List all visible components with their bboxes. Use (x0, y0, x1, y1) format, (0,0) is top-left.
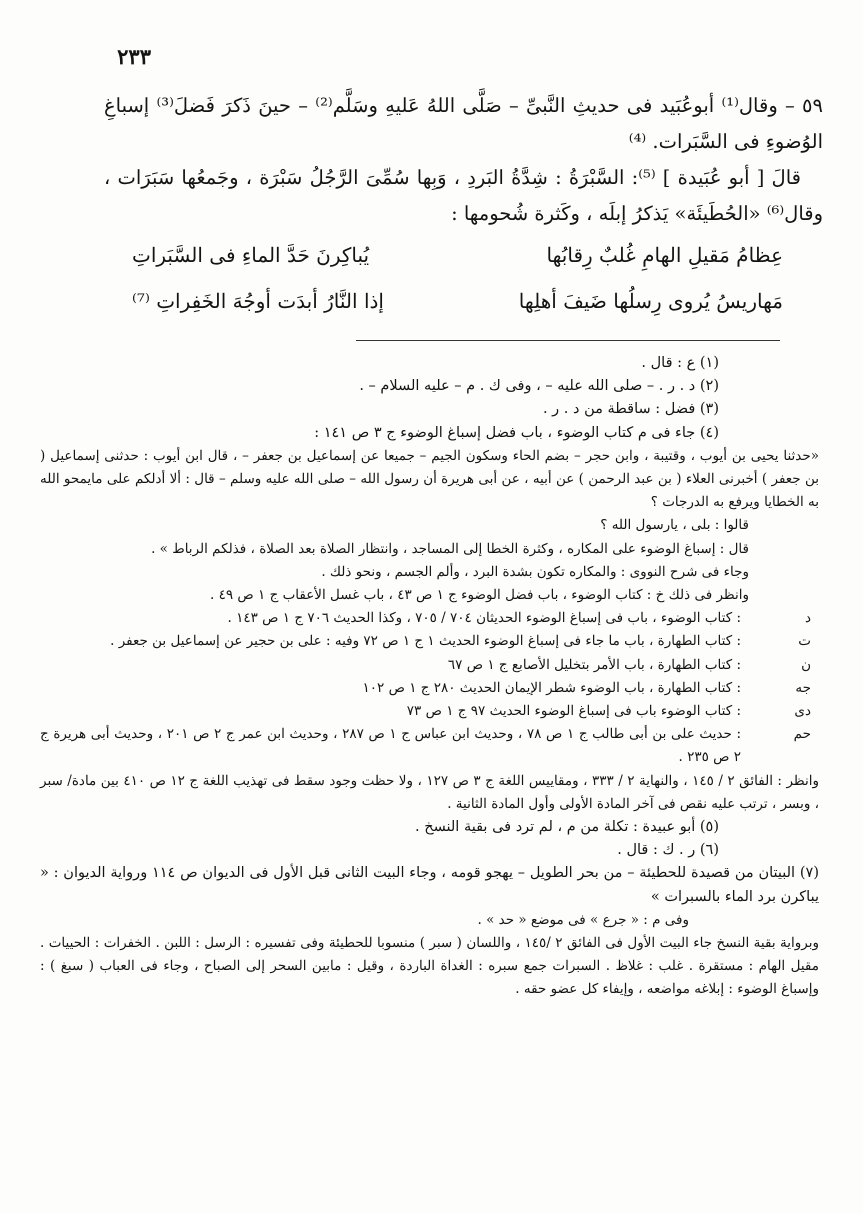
verse-line-2 (104, 278, 823, 324)
entry-paragraph: ٥٩ – وقال⁽¹⁾ أبوعُبَيد فى حديثِ النَّبىِّ – صَلَّى اللهُ عَليهِ وسَلَّم⁽²⁾ – حينَ ذَكرَ فَضلَ⁽³⁾ إسباغِ الوُضوءِ فى السَّبَرات. ⁽⁴⁾ (104, 94, 823, 153)
reference-row (40, 630, 819, 653)
footnote-4-see-also: وانظر : الفائق ٢ / ١٤٥ ، والنهاية ٢ / ٣٣٣ ، ومقاييس اللغة ج ٣ ص ١٢٧ ، ولا حظت وجود سقط فى تهذيب اللغة ج ١٢ ص ٤١٠ بين مادة/ سبر ، وبسر ، ترتب عليه نقص فى آخر المادة الأولى وأول المادة الثانية . (40, 772, 820, 812)
footnote-3: (٣) فضل : ساقطة من د . ر . (542, 401, 719, 418)
reference-label: ت (798, 633, 811, 650)
footnotes (40, 352, 819, 1002)
footnote-7-variant: وفى م : « جرع » فى موضع « حد » . (477, 911, 689, 928)
main-text (104, 88, 823, 324)
reference-label: حم (793, 726, 811, 743)
verse-line-1 (104, 232, 823, 278)
reference-text: : كتاب الطهارة ، باب الوضوء شطر الإيمان الحديث ٢٨٠ ج ١ ص ١٠٢ (362, 679, 741, 696)
footnote-4-answer: قال : إسباغ الوضوء على المكاره ، وكثرة الخطا إلى المساجد ، وانتظار الصلاة بعد الصلاة ، فذلكم الرباط » . (151, 540, 749, 557)
reference-row (40, 607, 819, 630)
page-number: ٢٣٣ (117, 44, 151, 69)
footnote-separator (356, 340, 780, 341)
verse-1-first-hemistich: عِظامُ مَقيلِ الهامِ غُلبٌ رِقابُها (546, 243, 783, 267)
footnote-1: (١) ع : قال . (641, 355, 719, 371)
reference-row (40, 723, 819, 769)
reference-text: : حديث على بن أبى طالب ج ١ ص ٧٨ ، وحديث ابن عباس ج ١ ص ٢٨٧ ، وحديث ابن عمر ج ٢ ص ٢٠١ ، وحديث أبى هريرة ج ٢ ص ٢٣٥ . (40, 726, 741, 766)
footnote-4: (٤) جاء فى م كتاب الوضوء ، باب فضل إسباغ الوضوء ج ٣ ص ١٤١ : (314, 424, 719, 441)
verse-2-first-hemistich: مَهاريسُ يُروى رِسلُها ضَيفَ أهلِها (518, 289, 783, 313)
reference-text: : كتاب الطهارة ، باب الأمر بتخليل الأصابع ج ١ ص ٦٧ (447, 656, 741, 673)
reference-label: دى (794, 703, 811, 720)
reference-label: ن (801, 656, 811, 673)
footnote-6: (٦) ر . ك : قال . (617, 842, 719, 859)
footnote-4-question: قالوا : بلى ، يارسول الله ؟ (600, 517, 749, 534)
reference-text: : كتاب الطهارة ، باب ما جاء فى إسباغ الوضوء الحديث ١ ج ١ ص ٧٢ وفيه : على بن حجير عن إسماعيل بن جعفر . (110, 633, 741, 650)
footnote-7-commentary: وبرواية بقية النسخ جاء البيت الأول فى الفائق ٢ /١٤٥ ، واللسان ( سبر ) منسوبا للحطيئة وفى تفسيره : الرسل : اللبن . الخفرات : الحييات . مقيل الهام : مستقرة . غلب : غلاظ . السبرات جمع سبره : الغداة الباردة ، وقيل : مابين السحر إلى الصباح ، وجاء فى العباب ( سبغ ) : وإسباغ الوضوء : إبلاغه مواضعه ، وإيفاء كل عضو حقه . (40, 935, 819, 998)
explanation-paragraph: قالَ [ أبو عُبَيدة ] ⁽⁵⁾: السَّبْرَةُ : شِدَّةُ البَردِ ، وَبِها سُمِّىَ الرَّجُلُ سَبْرَة ، وجَمعُها سَبَرَات ، وقال⁽⁶⁾ «الحُطَيئَة» يَذكرُ إبلَه ، وكَثرة شُحومها : (104, 166, 823, 225)
footnote-7: (٧) البيتان من قصيدة للحطيئة – من بحر الطويل – يهجو قومه ، وجاء البيت الثانى قبل الأول فى الديوان ص ١١٤ ورواية الديوان : « يباكرن برد الماء بالسبرات » (40, 865, 819, 905)
footnote-5: (٥) أبو عبيدة : تكلة من م ، لم ترد فى بقية النسخ . (415, 819, 719, 836)
footnote-4-see: وانظر فى ذلك خ : كتاب الوضوء ، باب فضل الوضوء ج ١ ص ٤٣ ، باب غسل الأعقاب ج ١ ص ٤٩ . (210, 587, 749, 604)
reference-text: : كتاب الوضوء ، باب فى إسباغ الوضوء الحديثان ٧٠٤ / ٧٠٥ ، وكذا الحديث ٧٠٦ ج ١ ص ١٤٣ . (227, 610, 741, 627)
reference-row (40, 677, 819, 700)
footnote-4-nawawi: وجاء فى شرح النووى : والمكاره تكون بشدة البرد ، وألم الجسم ، ونحو ذلك . (321, 563, 749, 580)
reference-row (40, 700, 819, 723)
verse-2-second-hemistich: إذا النَّارُ أبدَت أوجُهَ الخَفِراتِ ⁽⁷⁾ (132, 289, 384, 313)
verse-1-second-hemistich: يُباكِرنَ حَدَّ الماءِ فى السَّبَراتِ (132, 243, 370, 267)
footnote-4-hadith: «حدثنا يحيى بن أيوب ، وقتيبة ، وابن حجر – بضم الحاء وسكون الجيم – جميعا عن إسماعيل بن جعفر – ، قال ابن أيوب : حدثنى إسماعيل ( بن جعفر ) أخبرنى العلاء ( بن عبد الرحمن ) عن أبيه ، عن أبى هريرة أن رسول الله – صلى الله عليه وسلم – قال : ألا أدلكم على مايمحو الله به الخطايا ويرفع به الدرجات ؟ (40, 447, 819, 511)
footnote-2: (٢) د . ر . – صلى الله عليه – ، وفى ك . م – عليه السلام – . (359, 378, 719, 395)
reference-text: : كتاب الوضوء باب فى إسباغ الوضوء الحديث ٩٧ ج ١ ص ٧٣ (406, 703, 741, 720)
reference-row (40, 654, 819, 677)
reference-label: د (804, 610, 811, 627)
reference-label: جه (795, 679, 811, 696)
